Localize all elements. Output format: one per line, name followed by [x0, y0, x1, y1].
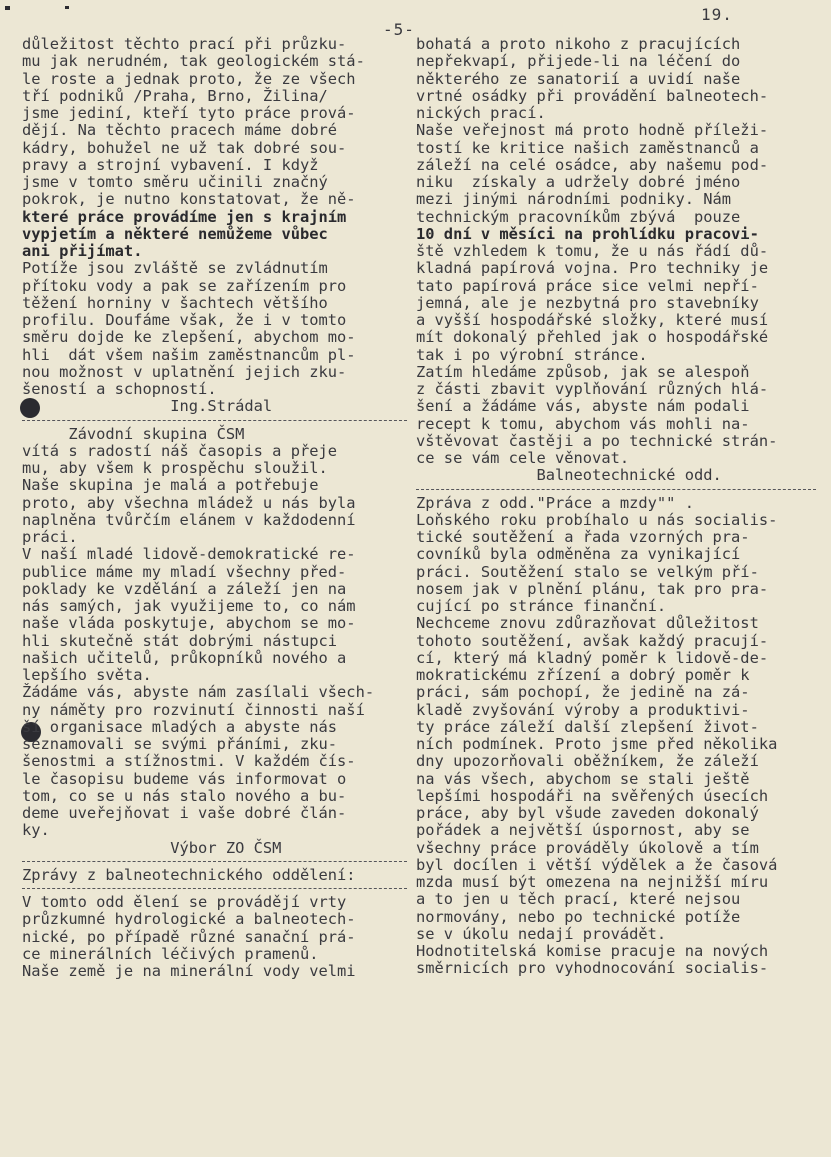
text-line: ště vzhledem k tomu, že u nás řádí dů-	[416, 242, 769, 260]
text-line: práce, aby byl všude zaveden dokonalý	[416, 804, 759, 822]
text-line: vrtné osádky při provádění balneotech-	[416, 86, 769, 105]
text-line: tak i po výrobní stránce.	[416, 345, 648, 364]
text-line: byl docílen i větší výdělek a že časová	[416, 855, 778, 874]
text-line: mokratickému zřízení a dobrý poměr k	[416, 666, 750, 684]
text-line: některého ze sanatorií a uvidí naše	[416, 69, 741, 88]
text-line: práci. Soutěžení stalo se velkým pří-	[416, 562, 759, 581]
text-line: nosem jak v plnění plánu, tak pro pra-	[416, 579, 769, 598]
text-line: deme uveřejňovat i vaše dobré člán-	[22, 804, 347, 822]
text-line: šení a žádáme vás, abyste nám podali	[416, 397, 750, 416]
text-line: Zpráva z odd."Práce a mzdy"" .	[416, 493, 694, 512]
text-line: Balneotechnické odd.	[416, 466, 722, 485]
text-line: 10 dní v měsíci na prohlídku pracovi-	[416, 224, 759, 243]
text-line: šeností a schopností.	[22, 380, 217, 398]
text-line: vštěvovat častěji a po technické strán-	[416, 431, 778, 450]
text-line: nás samých, jak využijeme to, co nám	[22, 597, 356, 615]
section-divider	[22, 420, 407, 421]
text-line: těžení horniny v šachtech většího	[22, 293, 328, 312]
text-line: Naše země je na minerální vody velmi	[22, 962, 356, 980]
text-line: publice máme my mladí všechny před-	[22, 562, 347, 581]
text-line: Potíže jsou zvláště se zvládnutím	[22, 259, 328, 278]
text-line: vypjetím a některé nemůžeme vůbec	[22, 224, 328, 243]
section-divider	[22, 861, 407, 862]
section-divider	[22, 888, 407, 889]
text-line: dějí. Na těchto pracech máme dobré	[22, 121, 338, 140]
text-line: tostí ke kritice našich zaměstnanců a	[416, 138, 759, 157]
text-line: technickým pracovníkům zbývá pouze	[416, 207, 741, 226]
text-line: mezi jinými národními podniky. Nám	[416, 190, 732, 209]
text-line: jsme jediní, kteří tyto práce prová-	[22, 104, 356, 122]
text-line: V naší mladé lidově-demokratické re-	[22, 545, 356, 564]
section-divider	[416, 489, 816, 490]
text-line: pokrok, je nutno konstatovat, že ně-	[22, 190, 356, 209]
text-line: profilu. Doufáme však, že i v tomto	[22, 311, 347, 329]
text-line: nou možnost v uplatnění jejich zku-	[22, 362, 347, 381]
text-line: směru dojde ke zlepšení, abychom mo-	[22, 328, 356, 347]
text-line: směrnicích pro vyhodnocování socialis-	[416, 959, 769, 978]
text-line: ce se vám cele věnovat.	[416, 449, 630, 467]
text-line: tohoto soutěžení, avšak každý pracují-	[416, 631, 769, 650]
text-line: cující po stránce finanční.	[416, 597, 667, 615]
right-column	[416, 36, 816, 978]
text-line: recept k tomu, abychom vás mohli na-	[416, 414, 750, 433]
text-line: jemná, ale je nezbytná pro stavebníky	[416, 293, 759, 312]
text-line: tom, co se u nás stalo nového a bu-	[22, 786, 347, 805]
text-line: naše vláda poskytuje, abychom se mo-	[22, 614, 356, 633]
text-line: mzda musí být omezena na nejnižší míru	[416, 873, 769, 891]
text-line: Hodnotitelská komise pracuje na nových	[416, 942, 769, 960]
text-line: práci.	[22, 528, 78, 546]
text-line: tato papírová práce sice velmi nepří-	[416, 276, 759, 295]
text-line: seznamovali se svými přáními, zku-	[22, 735, 338, 753]
text-line: nických prací.	[416, 104, 546, 122]
text-line: le časopisu budeme vás informovat o	[22, 769, 347, 788]
text-line: kladná papírová vojna. Pro techniky je	[416, 259, 769, 278]
text-line: se v úkolu nedají provádět.	[416, 924, 667, 943]
text-line: záleží na celé osádce, aby našemu pod-	[416, 155, 769, 174]
text-line: ty práce záleží další zlepšení život-	[416, 717, 759, 736]
ink-speck	[65, 6, 69, 9]
text-line: hli skutečně stát dobrými nástupci	[22, 631, 338, 650]
text-line: bohatá a proto nikoho z pracujících	[416, 35, 741, 53]
text-line: práci, sám pochopí, že jedině na zá-	[416, 683, 750, 702]
text-line: mu, aby všem k prospěchu sloužil.	[22, 459, 328, 477]
text-line: průzkumné hydrologické a balneotech-	[22, 910, 356, 929]
text-line: přítoku vody a pak se zařízením pro	[22, 276, 347, 295]
text-line: dny upozorňovali oběžníkem, že záleží	[416, 752, 759, 771]
text-line: normovány, nebo po technické potíže	[416, 907, 741, 926]
text-line: Naše veřejnost má proto hodně příleži-	[416, 121, 769, 140]
text-line: pořádek a největší úspornost, aby se	[416, 821, 750, 840]
text-line: nepřekvapí, přijede-li na léčení do	[416, 52, 741, 71]
text-line: poklady ke vzdělání a záleží jen na	[22, 579, 347, 598]
text-line: a vyšší hospodářské složky, které musí	[416, 311, 769, 329]
page-number-center: -5-	[383, 20, 415, 39]
text-line: ních podmínek. Proto jsme před několika	[416, 735, 778, 753]
text-line: Závodní skupina ČSM	[22, 424, 245, 443]
page-number-right: 19.	[701, 5, 733, 24]
text-line: pravy a strojní vybavení. I když	[22, 155, 319, 174]
text-line: ny náměty pro rozvinutí činnosti naší	[22, 700, 365, 719]
text-line: covníků byla odměněna za vynikající	[416, 545, 741, 564]
text-line: našich učitelů, průkopníků nového a	[22, 648, 347, 667]
text-line: tické soutěžení a řada vzorných pra-	[416, 528, 750, 546]
text-line: všechny práce prováděly úkolově a tím	[416, 838, 759, 857]
text-line: které práce provádíme jen s krajním	[22, 207, 347, 226]
text-line: důležitost těchto prací při průzku-	[22, 35, 347, 53]
text-line: jsme v tomto směru učinili značný	[22, 173, 328, 191]
text-line: lepšími hospodáři na svěřených úsecích	[416, 786, 769, 805]
text-line: Žádáme vás, abyste nám zasílali všech-	[22, 683, 375, 702]
text-line: naplněna tvůrčím elánem v každodenní	[22, 510, 356, 529]
text-line: nické, po případě různé sanační prá-	[22, 927, 356, 946]
text-line: šenostmi a stížnostmi. V každém čís-	[22, 752, 356, 771]
text-line: proto, aby všechna mládež u nás byla	[22, 493, 356, 512]
text-line: Loňského roku probíhalo u nás socialis-	[416, 510, 778, 529]
text-line: tří podniků /Praha, Brno, Žilina/	[22, 86, 328, 105]
text-line: mít dokonalý přehled jak o hospodářské	[416, 328, 769, 347]
text-line: na vás všech, abychom se stali ještě	[416, 769, 750, 788]
text-line: Ing.Strádal	[22, 397, 273, 416]
text-line: z části zbavit vyplňování různých hlá-	[416, 380, 769, 398]
text-line: kladě zvyšování výroby a produktivi-	[416, 700, 750, 719]
left-column	[22, 36, 407, 980]
text-line: vítá s radostí náš časopis a přeje	[22, 441, 338, 460]
text-line: lepšího světa.	[22, 666, 152, 684]
text-line: ky.	[22, 821, 50, 840]
text-line: Naše skupina je malá a potřebuje	[22, 476, 319, 495]
text-line: Zatím hledáme způsob, jak se alespoň	[416, 362, 750, 381]
text-line: hli dát všem našim zaměstnancům pl-	[22, 345, 356, 364]
text-line: mu jak nerudném, tak geologickém stá-	[22, 52, 365, 71]
text-line: cí, který má kladný poměr k lidově-de-	[416, 648, 769, 667]
text-line: ce minerálních léčivých pramenů.	[22, 944, 319, 963]
text-line: ani přijímat.	[22, 242, 143, 260]
ink-speck	[5, 6, 10, 10]
text-line: a to jen u těch prací, které nejsou	[416, 890, 741, 909]
text-line: kádry, bohužel ne už tak dobré sou-	[22, 138, 347, 157]
text-line: V tomto odd ělení se provádějí vrty	[22, 893, 347, 911]
text-line: Zprávy z balneotechnického oddělení:	[22, 865, 356, 884]
text-line: le roste a jednak proto, že ze všech	[22, 69, 356, 88]
text-line: niku získaly a udržely dobré jméno	[416, 173, 741, 191]
text-line: Nechceme znovu zdůrazňovat důležitost	[416, 614, 759, 633]
text-line: Výbor ZO ČSM	[22, 838, 282, 857]
text-line: ší organisace mladých a abyste nás	[22, 717, 338, 736]
